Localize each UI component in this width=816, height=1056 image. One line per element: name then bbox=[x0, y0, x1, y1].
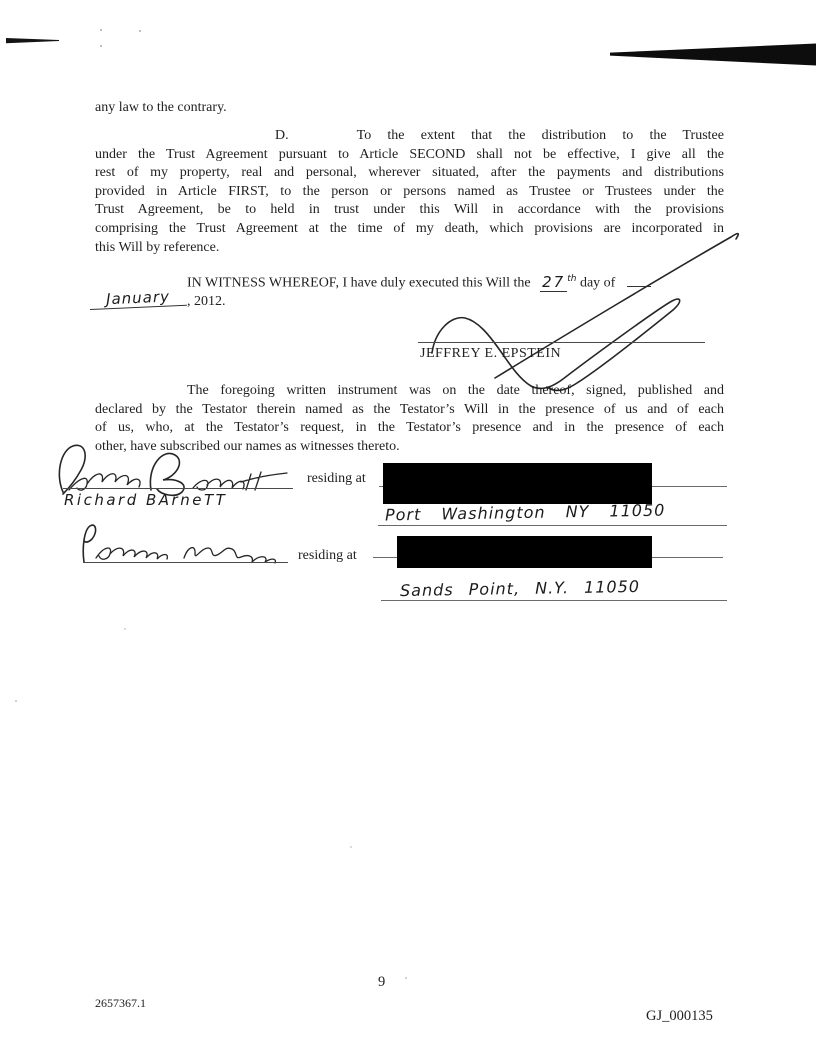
scan-speck bbox=[15, 700, 17, 702]
article-d-line: comprising the Trust Agreement at the time of my death, which provisions are incorporated in bbox=[95, 220, 724, 236]
witness1-printed-name: Richard BArneTT bbox=[64, 491, 228, 509]
article-d-line: provided in Article FIRST, to the person or persons named as Trustee or Trustees under the bbox=[95, 183, 724, 199]
witness2-city-handwritten: Sands Point, N.Y. 11050 bbox=[399, 576, 641, 601]
execution-prefix: IN WITNESS WHEREOF, I have duly executed this Will the bbox=[187, 275, 531, 291]
article-d-first-line-text: To the extent that the distribution to the Trustee bbox=[356, 128, 724, 143]
witness1-city-handwritten: Port Washington NY 11050 bbox=[384, 500, 666, 525]
scan-speck bbox=[100, 29, 102, 31]
scan-artifact-left-streak bbox=[6, 37, 59, 44]
scan-artifact-right-wedge bbox=[610, 43, 816, 66]
witness1-signature-line bbox=[63, 488, 293, 489]
testator-name: JEFFREY E. EPSTEIN bbox=[420, 346, 562, 361]
scan-speck bbox=[139, 30, 141, 32]
scan-speck bbox=[124, 628, 126, 630]
execution-clause-line2 bbox=[90, 287, 226, 312]
testator-signature-scrawl bbox=[415, 225, 750, 395]
article-d-first-line bbox=[95, 127, 724, 146]
attestation-line: of us, who, at the Testator’s request, in the Testator’s presence and in the presence of each bbox=[95, 420, 724, 436]
article-d-line: under the Trust Agreement pursuant to Article SECOND shall not be effective, I give all the bbox=[95, 146, 724, 162]
testator-signature-line bbox=[418, 342, 705, 343]
handwritten-month: January bbox=[89, 287, 187, 310]
scan-speck bbox=[405, 977, 407, 979]
attestation-last-line: other, have subscribed our names as witnesses thereto. bbox=[95, 438, 400, 454]
witness2-residing-label: residing at bbox=[298, 548, 357, 563]
witness2-signature-line bbox=[83, 562, 288, 563]
article-d-line: rest of my property, real and personal, wherever situated, after the payments and distributions bbox=[95, 165, 724, 181]
redaction-bar-witness1-address bbox=[383, 463, 652, 504]
witness2-city-line bbox=[381, 600, 727, 601]
handwritten-day: 27 bbox=[542, 272, 566, 291]
redaction-bar-witness2-address bbox=[397, 536, 652, 568]
article-d-last-line: this Will by reference. bbox=[95, 239, 220, 255]
article-d-label: D. bbox=[275, 128, 289, 143]
bates-stamp: GJ_000135 bbox=[646, 1008, 713, 1024]
scan-speck bbox=[100, 45, 102, 47]
attestation-line: declared by the Testator therein named as the Testator’s Will in the presence of us and of each bbox=[95, 401, 724, 417]
handwritten-day-suffix: th bbox=[567, 274, 577, 284]
document-number: 2657367.1 bbox=[95, 996, 146, 1010]
page-number: 9 bbox=[378, 974, 386, 990]
attestation-line: The foregoing written instrument was on the date thereof, signed, published and bbox=[187, 383, 724, 398]
article-d-line: Trust Agreement, be to held in trust under this Will in accordance with the provisions bbox=[95, 202, 724, 218]
execution-suffix: day of bbox=[579, 275, 616, 291]
year-text: , 2012. bbox=[187, 294, 226, 309]
witness1-residing-label: residing at bbox=[307, 471, 366, 486]
scan-speck bbox=[350, 846, 352, 848]
witness1-city-line bbox=[378, 525, 727, 526]
intro-sentence: any law to the contrary. bbox=[95, 100, 227, 115]
